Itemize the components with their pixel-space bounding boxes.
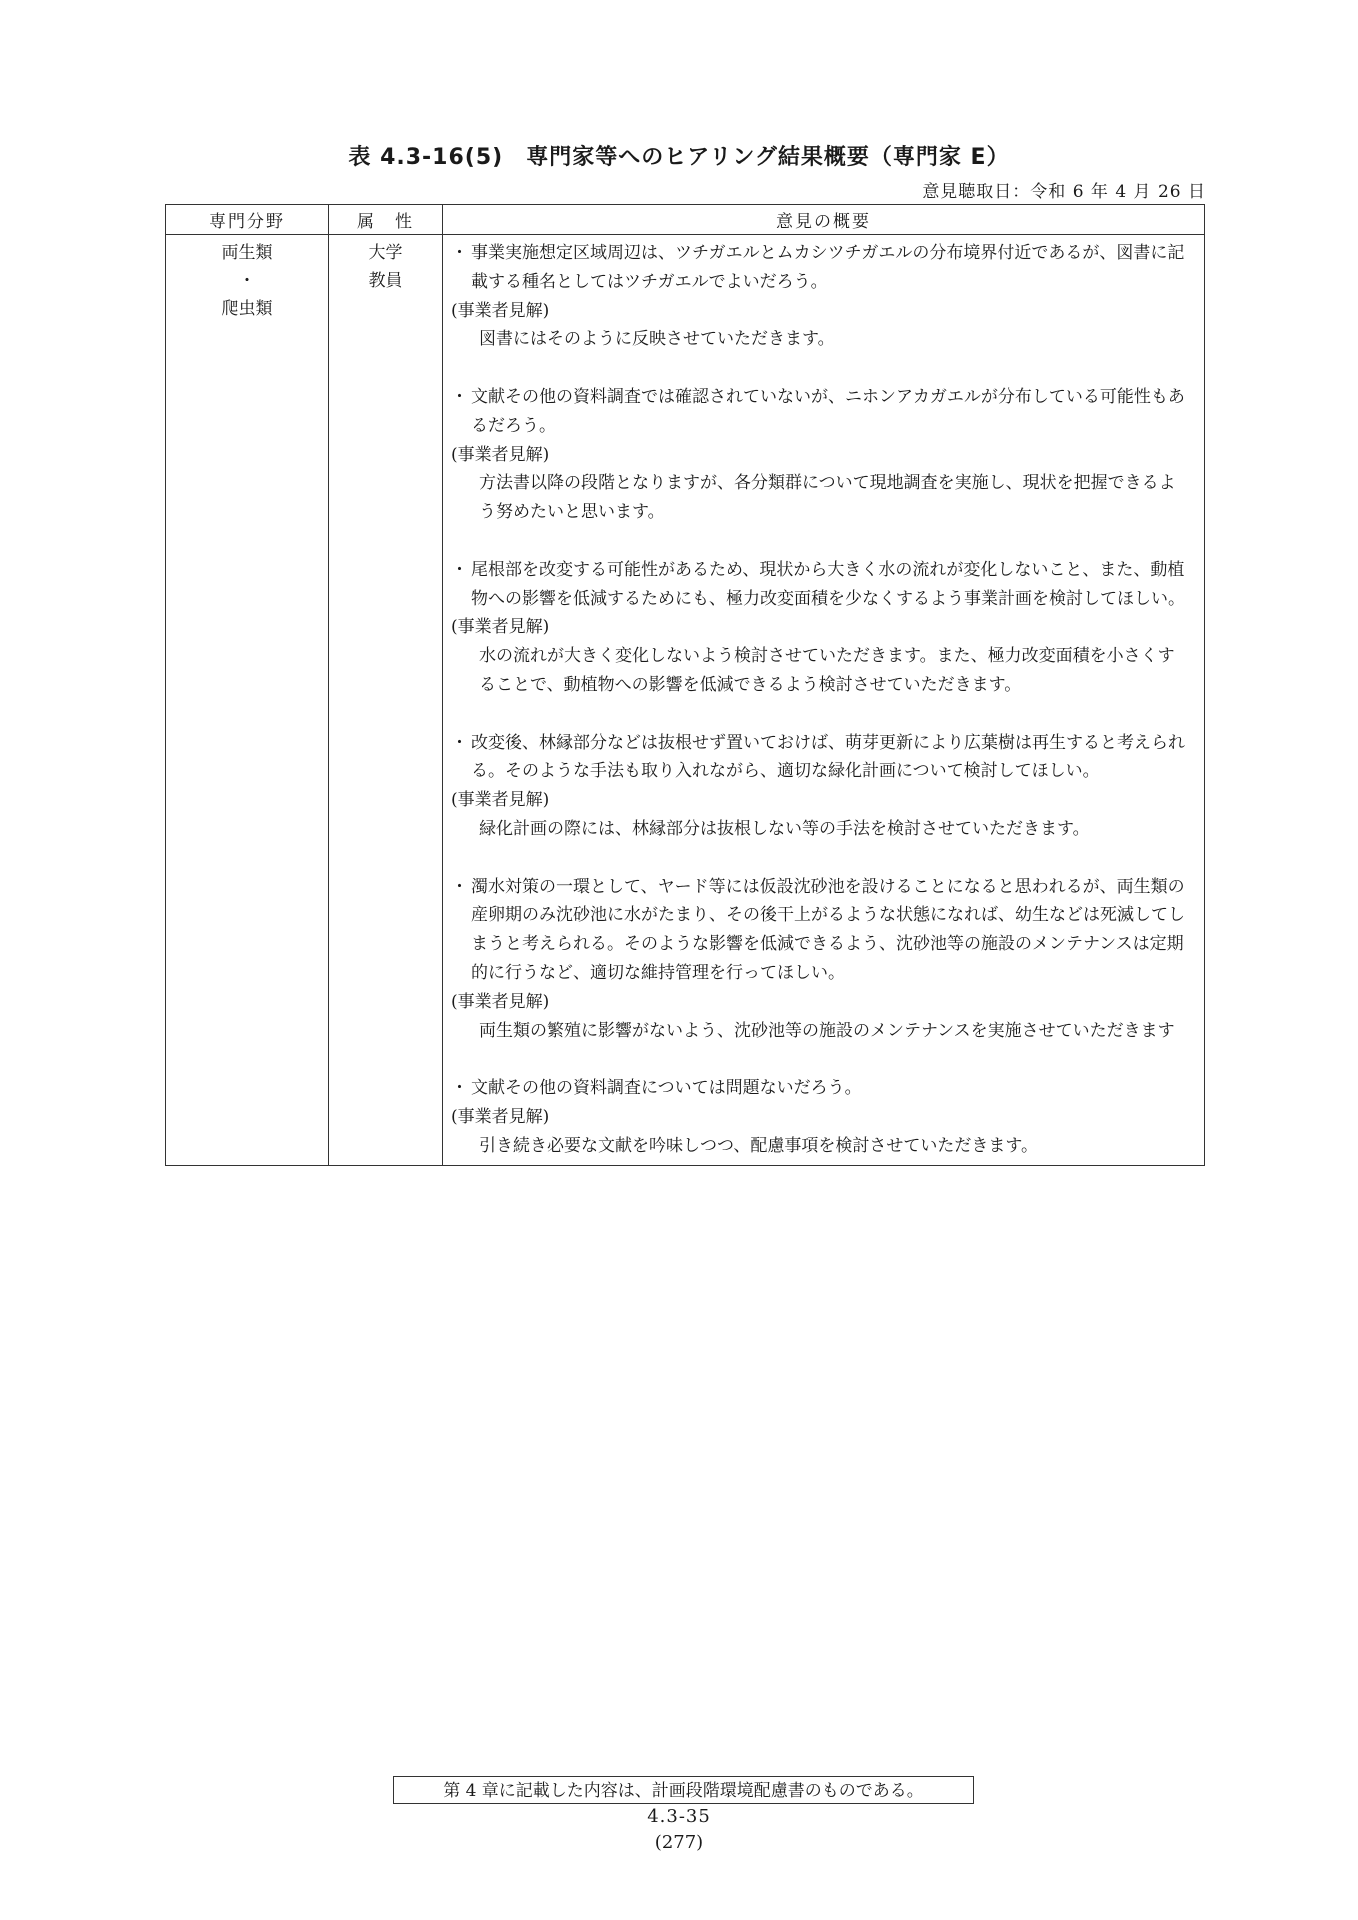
footer-note: 第 4 章に記載した内容は、計画段階環境配慮書のものである。 [393, 1776, 974, 1804]
summary-cell [443, 235, 1205, 1166]
opinion-text: 尾根部を改変する可能性があるため、現状から大きく水の流れが変化しないこと、また、動植物への影響を低減するためにも、極力改変面積を少なくするよう事業計画を検討してほしい。 [471, 559, 1185, 609]
response-label: (事業者見解) [451, 790, 550, 811]
bullet: ・ [451, 876, 468, 897]
attribute-line: 教員 [368, 271, 403, 291]
bullet: ・ [451, 1078, 468, 1099]
response-label: (事業者見解) [451, 300, 550, 321]
header-attribute: 属 性 [329, 205, 443, 235]
response-text: 両生類の繁殖に影響がないよう、沈砂池等の施設のメンテナンスを実施させていただきます [479, 1020, 1175, 1041]
opinion-entry [451, 729, 1190, 844]
header-summary: 意見の概要 [443, 205, 1205, 235]
bullet: ・ [451, 243, 468, 263]
opinion-entry [451, 556, 1190, 700]
table-title: 表 4.3-16(5) 専門家等へのヒアリング結果概要（専門家 E） [348, 145, 1010, 170]
opinion-entry [451, 1074, 1190, 1160]
bullet: ・ [451, 559, 468, 580]
category-line: 両生類 [221, 243, 273, 263]
response-label: (事業者見解) [451, 1106, 550, 1127]
attribute-cell [329, 235, 443, 1166]
opinion-text: 文献その他の資料調査については問題ないだろう。 [471, 1078, 862, 1099]
opinion-entry [451, 383, 1190, 527]
bullet: ・ [451, 386, 468, 407]
response-text: 図書にはそのように反映させていただきます。 [479, 329, 835, 350]
category-line: ・ [238, 271, 256, 291]
page-number: 4.3-35 [647, 1806, 711, 1827]
category-line: 爬虫類 [221, 299, 273, 319]
response-label: (事業者見解) [451, 444, 550, 465]
attribute-line: 大学 [368, 243, 403, 263]
response-text: 水の流れが大きく変化しないよう検討させていただきます。また、極力改変面積を小さくすることで、動植物への影響を低減できるよう検討させていただきます。 [479, 646, 1175, 695]
category-cell [166, 235, 329, 1166]
table-header-row [166, 205, 1205, 235]
page-sub-number: (277) [654, 1832, 704, 1853]
response-text: 緑化計画の際には、林縁部分は抜根しない等の手法を検討させていただきます。 [479, 818, 1090, 839]
opinion-text: 濁水対策の一環として、ヤード等には仮設沈砂池を設けることになると思われるが、両生類の産卵期のみ沈砂池に水がたまり、その後干上がるような状態になれば、幼生などは死滅してしまうと考えられる。そのような影響を低減できるよう、沈砂池等の施設のメンテナンスは定期的に行うなど、適切な維持管理を行ってほしい。 [471, 876, 1185, 983]
response-label: (事業者見解) [451, 991, 550, 1012]
response-label: (事業者見解) [451, 617, 550, 638]
response-text: 引き続き必要な文献を吟味しつつ、配慮事項を検討させていただきます。 [479, 1135, 1038, 1156]
hearing-summary-table [165, 204, 1205, 1166]
opinion-text: 改変後、林縁部分などは抜根せず置いておけば、萌芽更新により広葉樹は再生すると考えられる。そのような手法も取り入れながら、適切な緑化計画について検討してほしい。 [471, 732, 1185, 782]
bullet: ・ [451, 732, 468, 753]
opinion-entry [451, 239, 1190, 354]
hearing-date: 意見聴取日：令和 6 年 4 月 26 日 [922, 182, 1206, 202]
response-text: 方法書以降の段階となりますが、各分類群について現地調査を実施し、現状を把握できるよう努めたいと思います。 [479, 473, 1176, 523]
opinion-text: 事業実施想定区域周辺は、ツチガエルとムカシツチガエルの分布境界付近であるが、図書に記載する種名としてはツチガエルでよいだろう。 [471, 243, 1185, 292]
header-field: 専門分野 [166, 205, 329, 235]
opinion-entry [451, 873, 1190, 1046]
opinion-text: 文献その他の資料調査では確認されていないが、ニホンアカガエルが分布している可能性もあるだろう。 [471, 386, 1185, 436]
table-row [166, 235, 1205, 1166]
